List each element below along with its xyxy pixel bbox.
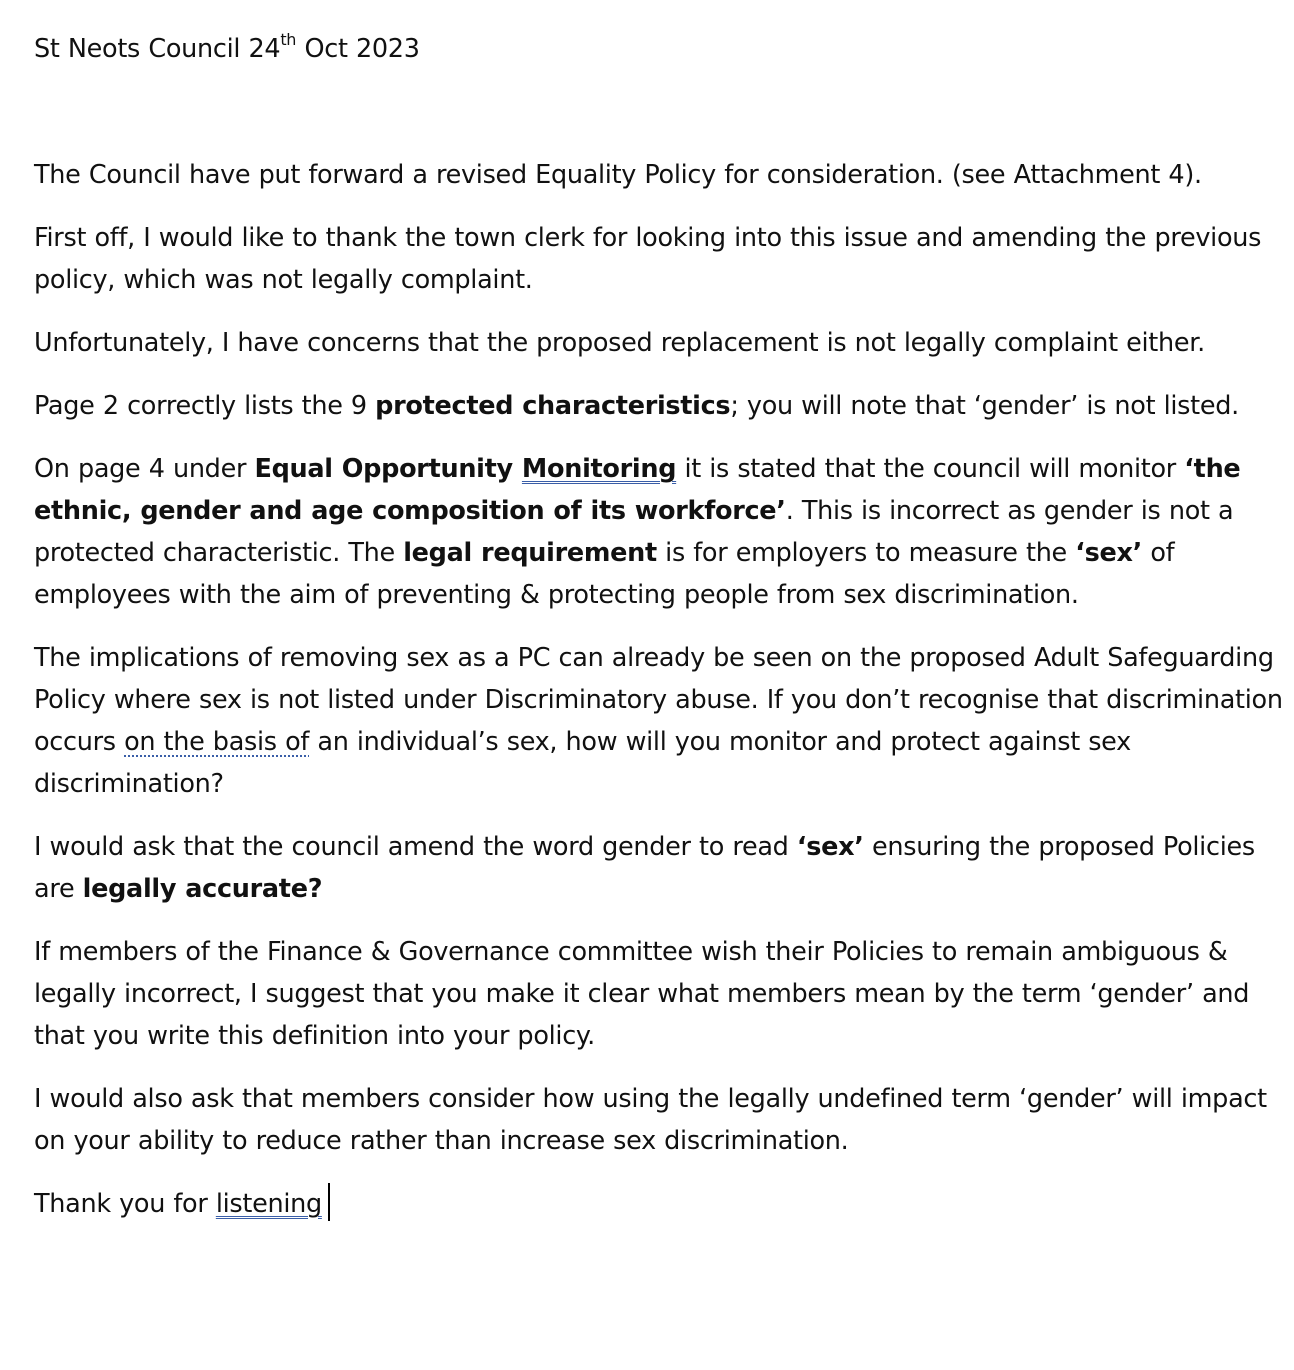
listening-spellcheck-word[interactable]: listening xyxy=(215,1189,322,1219)
heading-text-date: Oct 2023 xyxy=(296,34,420,64)
paragraph-9: I would also ask that members consider how using the legally undefined term ‘gender’ will impact on your ability to reduce rather than increase sex discrimination. xyxy=(34,1084,1267,1156)
paragraph-5-bold-sex: ‘sex’ xyxy=(1075,538,1143,568)
paragraph-7-bold-accurate: legally accurate? xyxy=(82,874,323,904)
paragraph-6 xyxy=(34,637,1284,805)
paragraph-4 xyxy=(34,385,1284,427)
document-heading xyxy=(34,28,1284,70)
paragraph-4-bold: protected characteristics xyxy=(375,391,731,421)
paragraph-1: The Council have put forward a revised Equality Policy for consideration. (see Attachment 4). xyxy=(34,160,1202,190)
closing-text: Thank you for xyxy=(34,1189,216,1219)
text-cursor xyxy=(328,1183,330,1221)
paragraph-8: If members of the Finance & Governance committee wish their Policies to remain ambiguous & legally incorrect, I suggest that you make it clear what members mean by the term ‘gender’ and that you write this definition into your policy. xyxy=(34,937,1250,1051)
paragraph-4-text-end: ; you will note that ‘gender’ is not listed. xyxy=(730,391,1239,421)
heading-superscript: th xyxy=(280,29,297,49)
paragraph-5-bold-legal: legal requirement xyxy=(403,538,657,568)
paragraph-3: Unfortunately, I have concerns that the proposed replacement is not legally complaint either. xyxy=(34,328,1205,358)
paragraph-7-text-b: ensuring the proposed Policies are xyxy=(34,832,1255,904)
monitoring-spellcheck-word[interactable]: Monitoring xyxy=(521,454,677,484)
paragraph-5-text-e: of employees with the aim of preventing & protecting people from sex discrimination. xyxy=(34,538,1175,610)
closing-line xyxy=(34,1183,1284,1225)
paragraph-7 xyxy=(34,826,1284,910)
paragraph-2: First off, I would like to thank the town clerk for looking into this issue and amending the previous policy, which was not legally complaint. xyxy=(34,223,1262,295)
paragraph-5-text-b: it is stated that the council will monitor xyxy=(676,454,1185,484)
document-body[interactable] xyxy=(34,28,1284,1225)
paragraph-5-text-a: On page 4 under xyxy=(34,454,255,484)
paragraph-5 xyxy=(34,448,1284,616)
paragraph-6-text-b: an individual’s sex, how will you monitor and protect against sex discrimination? xyxy=(34,727,1131,799)
paragraph-5-text-d: is for employers to measure the xyxy=(656,538,1076,568)
paragraph-5-text-c: . This is incorrect as gender is not a protected characteristic. The xyxy=(34,496,1234,568)
paragraph-4-text: Page 2 correctly lists the 9 xyxy=(34,391,376,421)
heading-text: St Neots Council 24 xyxy=(34,34,281,64)
paragraph-5-bold-quote: ‘the ethnic, gender and age composition of its workforce’ xyxy=(34,454,1241,526)
paragraph-5-bold-a: Equal Opportunity xyxy=(254,454,522,484)
paragraph-7-bold-sex: ‘sex’ xyxy=(796,832,864,862)
paragraph-6-text-a: The implications of removing sex as a PC can already be seen on the proposed Adult Safeguarding Policy where sex is not listed under Discriminatory abuse. If you don’t recognise that discrimination occurs xyxy=(34,643,1283,757)
grammar-suggestion-phrase[interactable]: on the basis of xyxy=(124,727,310,757)
paragraph-7-text-a: I would ask that the council amend the word gender to read xyxy=(34,832,797,862)
